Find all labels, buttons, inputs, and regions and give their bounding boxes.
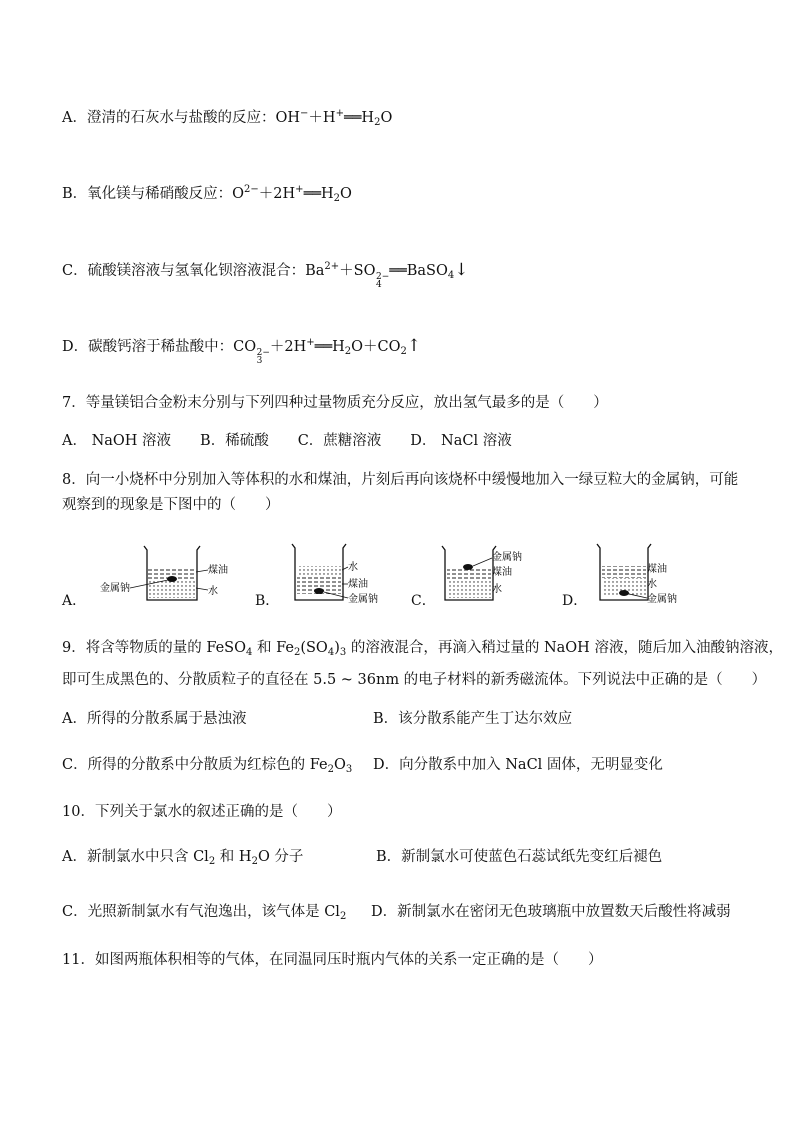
q9-stem-line2: 即可生成黑色的、分散质粒子的直径在 5.5 ~ 36nm 的电子材料的新秀磁流体。下列说法中正确的是（ ） — [62, 672, 767, 688]
beaker-d-figure — [595, 540, 705, 612]
beaker-c-label-kerosene: 煤油 — [492, 567, 512, 578]
q11-stem: 11．如图两瓶体积相等的气体，在同温同压时瓶内气体的关系一定正确的是（ ） — [62, 952, 603, 968]
beaker-d-label-water: 水 — [647, 579, 657, 590]
q10-option-d: D．新制氯水在密闭无色玻璃瓶中放置数天后酸性将减弱 — [371, 904, 731, 920]
q10-option-b: B．新制氯水可使蓝色石蕊试纸先变红后褪色 — [376, 849, 663, 865]
beaker-a-figure — [100, 540, 230, 612]
q6-option-c: C．硫酸镁溶液与氢氧化钡溶液混合：$Ba^{2+}+SO$ 2− 4 ══BaSO$_4$↓ — [62, 260, 469, 290]
beaker-b-sodium — [314, 588, 324, 594]
q9-stem-line1: 9．将含等物质的量的 FeSO$_4$ 和 $Fe_2(SO_4)_3$ 的溶液混合，再滴入稍过量的 NaOH 溶液，随后加入油酸钠溶液， — [62, 640, 783, 658]
q9-option-d: D．向分散系中加入 NaCl 固体，无明显变化 — [373, 757, 663, 773]
q8-label-d: D． — [562, 593, 588, 609]
q7-stem: 7．等量镁铝合金粉末分别与下列四种过量物质充分反应，放出氢气最多的是（ ） — [62, 395, 608, 411]
q10-option-c: C．光照新制氯水有气泡逸出，该气体是 $Cl_2$ — [62, 904, 347, 922]
q10-option-a: A．新制氯水中只含 $Cl_2$ 和 $H_2O$ 分子 — [62, 849, 304, 867]
q7-options: A． NaOH 溶液 B．稀硫酸 C．蔗糖溶液 D． NaCl 溶液 — [62, 433, 512, 449]
beaker-d-label-sodium: 金属钠 — [647, 594, 677, 605]
q8-label-b: B． — [255, 593, 280, 609]
q6-option-d: D．碳酸钙溶于稀盐酸中：CO 2− 3 $+2H^+══H_2O+CO_2↑$ — [62, 336, 422, 366]
beaker-a-label-kerosene: 煤油 — [208, 565, 228, 576]
beaker-a-sodium — [167, 576, 177, 582]
beaker-c-figure — [440, 540, 550, 612]
beaker-c-sodium — [463, 564, 473, 570]
q8-stem: 8．向一小烧杯中分别加入等体积的水和煤油，片刻后再向该烧杯中缓慢地加入一绿豆粒大的金属钠，可能观察到的现象是下图中的（ ） — [62, 472, 739, 513]
beaker-b-label-water: 水 — [348, 562, 358, 573]
q9-option-b: B．该分散系能产生丁达尔效应 — [373, 711, 573, 727]
q6-option-b: B．氧化镁与稀硝酸反应：$O^{2-}+2H^+══H_2O$ — [62, 184, 352, 204]
beaker-c-label-water: 水 — [492, 584, 502, 595]
beaker-d-kerosene — [602, 566, 646, 578]
beaker-c-water — [447, 580, 491, 598]
beaker-c-label-sodium: 金属钠 — [492, 552, 522, 563]
beaker-b-label-sodium: 金属钠 — [348, 594, 378, 605]
beaker-b-label-kerosene: 煤油 — [348, 579, 368, 590]
beaker-a-label-water: 水 — [208, 586, 218, 597]
beaker-b-figure — [290, 540, 390, 612]
q10-stem: 10．下列关于氯水的叙述正确的是（ ） — [62, 804, 342, 820]
q9-option-a: A．所得的分散系属于悬浊液 — [62, 711, 247, 727]
beaker-d-sodium — [619, 590, 629, 596]
beaker-b-water — [297, 566, 341, 576]
q9-option-c: C．所得的分散系中分散质为红棕色的 $Fe_2O_3$ — [62, 757, 353, 775]
beaker-a-label-sodium: 金属钠 — [100, 583, 130, 594]
q8-label-c: C． — [411, 593, 436, 609]
q8-label-a: A． — [62, 593, 87, 609]
beaker-d-label-kerosene: 煤油 — [647, 564, 667, 575]
q6-option-a: A．澄清的石灰水与盐酸的反应：$OH^-+H^+══H_2O$ — [62, 108, 393, 128]
